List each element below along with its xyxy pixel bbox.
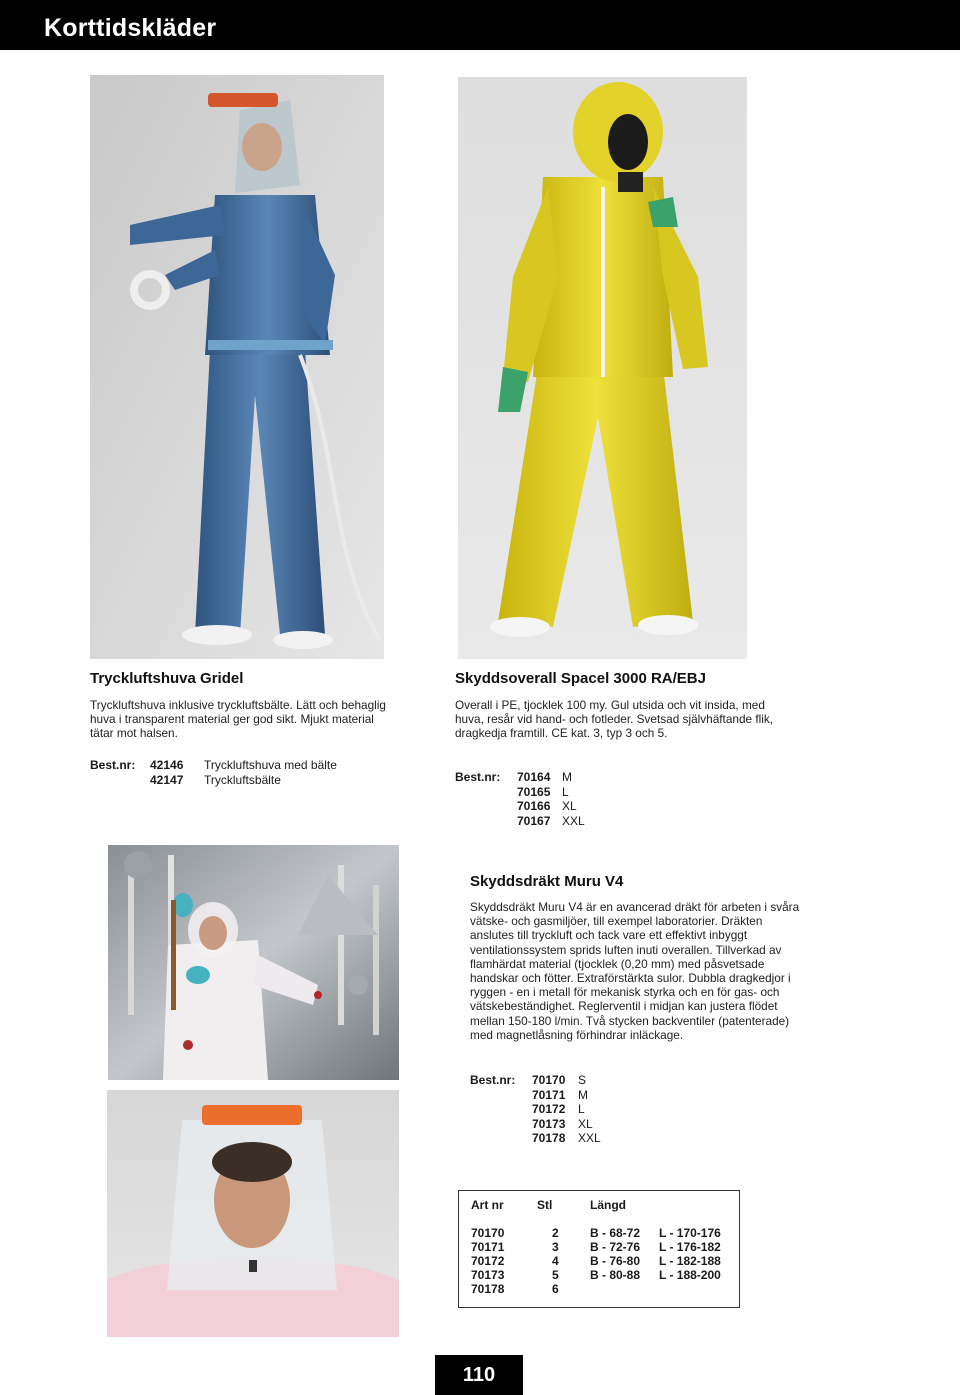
size-table-header-art: Art nr <box>471 1198 504 1212</box>
size-table-langd-l: L - 182-188 <box>659 1254 721 1268</box>
spacel-product-photo <box>458 77 747 659</box>
page-title: Korttidskläder <box>44 14 217 42</box>
size-table-stl: 4 <box>552 1254 559 1268</box>
spacel-title: Skyddsoverall Spacel 3000 RA/EBJ <box>455 670 706 687</box>
muru-order-size: XL <box>578 1116 593 1131</box>
spacel-order-number: 70164 <box>517 770 551 784</box>
muru-order-number: 70171 <box>532 1087 566 1102</box>
spacel-order-list <box>455 770 655 830</box>
gridel-order-number: 42146 <box>150 758 184 772</box>
size-table-langd-l: L - 170-176 <box>659 1226 721 1240</box>
muru-order-number: 70173 <box>532 1116 566 1131</box>
gridel-order-desc: Tryckluftshuva med bälte <box>204 758 337 772</box>
spacel-order-number: 70165 <box>517 784 551 799</box>
size-table-stl: 6 <box>552 1282 559 1296</box>
size-table-art: 70170 <box>471 1226 505 1240</box>
spacel-order-size: XXL <box>562 813 585 828</box>
muru-product-photo <box>108 845 399 1080</box>
muru-order-size: L <box>578 1102 585 1116</box>
spacel-order-number: 70166 <box>517 799 551 813</box>
size-table-stl: 5 <box>552 1268 559 1282</box>
size-table-header-stl: Stl <box>537 1198 553 1212</box>
muru-order-label: Best.nr: <box>470 1073 516 1087</box>
muru-order-size: XXL <box>578 1131 601 1145</box>
gridel-order-number: 42147 <box>150 772 184 787</box>
gridel-order-desc: Tryckluftsbälte <box>204 772 281 787</box>
gridel-title: Tryckluftshuva Gridel <box>90 670 244 687</box>
spacel-order-size: XL <box>562 799 577 813</box>
muru-order-size: M <box>578 1087 588 1102</box>
muru-title: Skyddsdräkt Muru V4 <box>470 873 624 890</box>
muru-order-list <box>470 1073 670 1147</box>
gridel-description: Tryckluftshuva inklusive tryckluftsbälte. Lätt och behaglig huva i transparent material ger god sikt. Mjukt material tätar mot halsen. <box>90 698 386 741</box>
size-table-langd-b: B - 80-88 <box>590 1268 641 1282</box>
muru-order-number: 70170 <box>532 1073 566 1087</box>
size-table-langd-l: L - 176-182 <box>659 1240 721 1254</box>
size-table-langd-b: B - 72-76 <box>590 1240 641 1254</box>
spacel-order-size: L <box>562 784 569 799</box>
size-table-header-langd: Längd <box>590 1198 626 1212</box>
spacel-description: Overall i PE, tjocklek 100 my. Gul utsida och vit insida, med huva, resår vid hand- och fotleder. Svetsad självhäftande flik, dragkedja framtill. CE kat. 3, typ 3 och 5. <box>455 698 774 741</box>
size-table <box>458 1190 740 1308</box>
size-table-art: 70173 <box>471 1268 505 1282</box>
size-table-langd-b: B - 76-80 <box>590 1254 641 1268</box>
size-table-langd-l: L - 188-200 <box>659 1268 721 1282</box>
size-table-langd-b: B - 68-72 <box>590 1226 641 1240</box>
spacel-order-size: M <box>562 770 572 784</box>
size-table-stl: 2 <box>552 1226 559 1240</box>
size-table-stl: 3 <box>552 1240 559 1254</box>
size-table-art: 70178 <box>471 1282 505 1296</box>
muru-hood-photo <box>107 1090 399 1337</box>
spacel-order-number: 70167 <box>517 813 551 828</box>
size-table-art: 70172 <box>471 1254 505 1268</box>
muru-order-number: 70172 <box>532 1102 566 1116</box>
muru-order-number: 70178 <box>532 1131 566 1145</box>
gridel-order-label: Best.nr: <box>90 758 136 772</box>
spacel-order-label: Best.nr: <box>455 770 501 784</box>
gridel-product-photo <box>90 75 384 659</box>
gridel-order-list <box>90 758 410 798</box>
muru-description: Skyddsdräkt Muru V4 är en avancerad dräkt för arbeten i svåra vätske- och gasmiljöer, till exempel laboratorier. Dräkten anslutes till tryckluft och tack vare ett effektivt inbyggt ventilationssystem sprids luften inuti overallen. Tillverkad av flamhärdat material (tjocklek (0,20 mm) med påsvetsade handskar och fötter. Extraförstärkta sulor. Dubbla dragkedjor i ryggen - en i metall för mekanisk styrka och en för gas- och vätskebeständighet. Reglerventil i midjan kan justera flödet mellan 150-180 l/min. Två stycken backventiler (patenterade) med magnetlåsning förhindrar inläckage. <box>470 900 800 1042</box>
muru-order-size: S <box>578 1073 587 1087</box>
size-table-art: 70171 <box>471 1240 505 1254</box>
page-header <box>0 0 960 50</box>
page-number: 110 <box>435 1355 523 1395</box>
